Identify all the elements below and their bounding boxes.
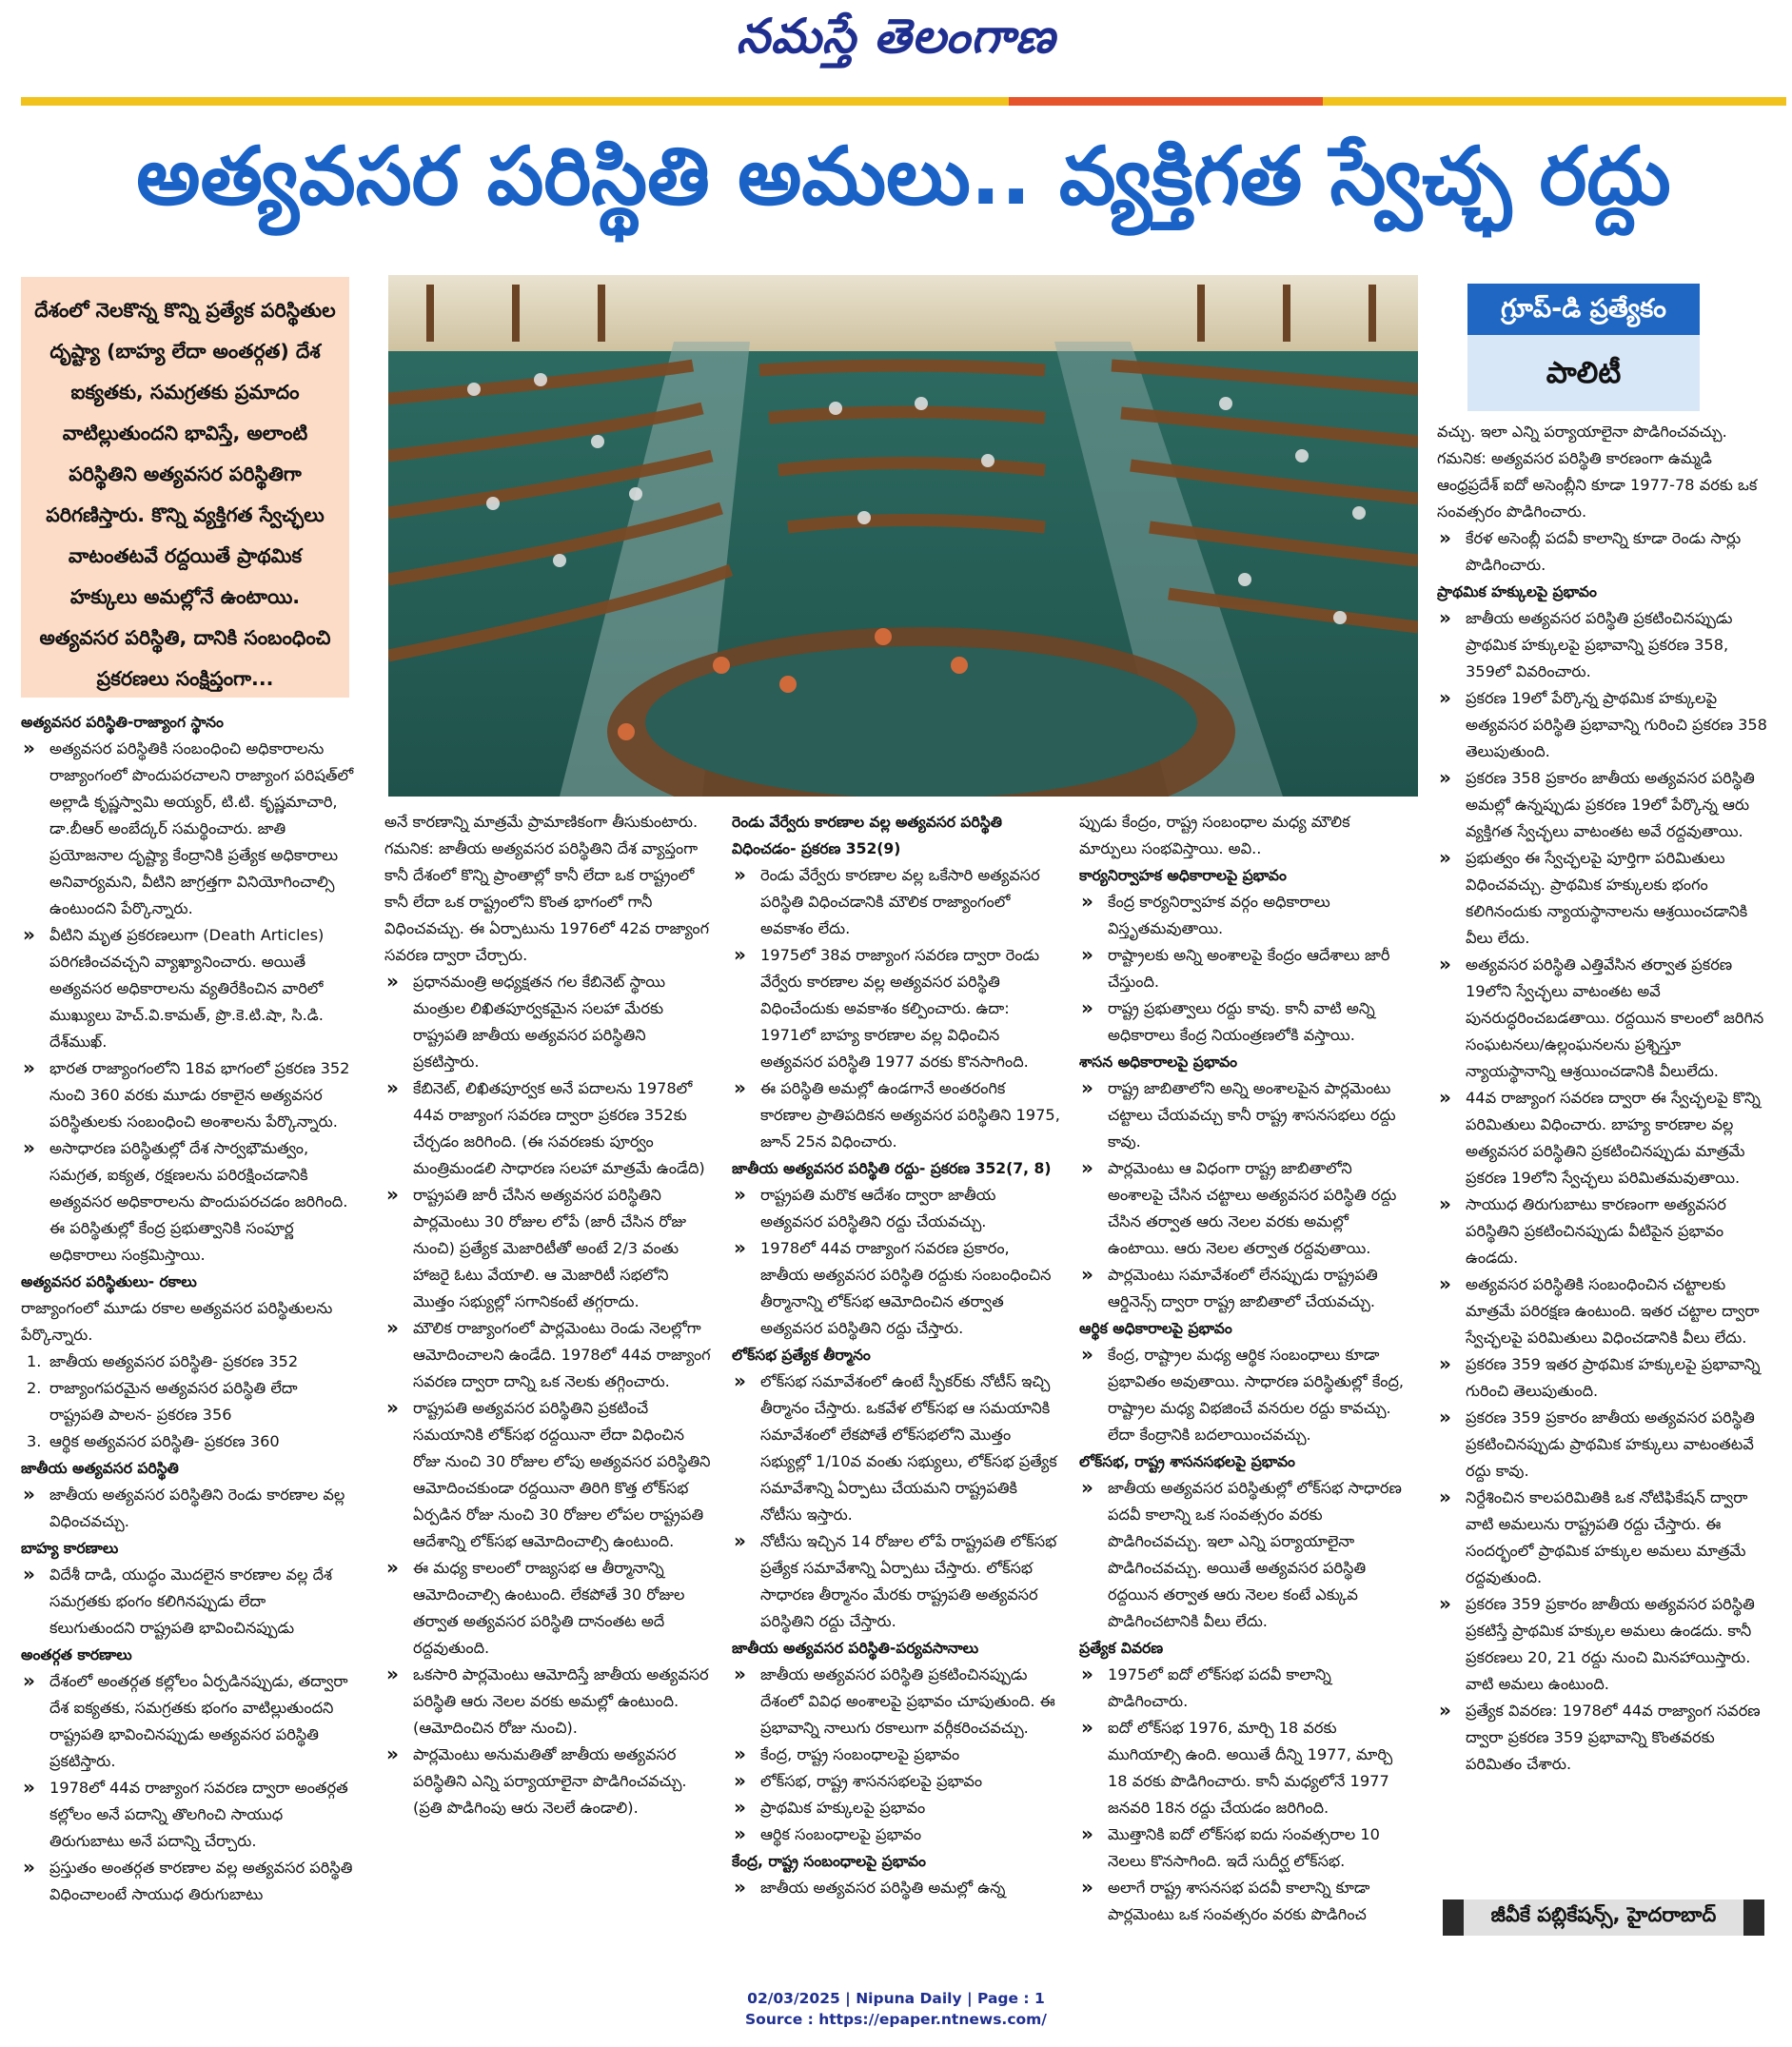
bullet-item: » రాష్ట్రపతి అత్యవసర పరిస్థితిని ప్రకటించే సమయానికి లోక్‌సభ రద్దయినా లేదా విధించిన రోజు నుంచి 30 రోజుల లోపు అత్యవసర పరిస్థితిని ఆమోదించకుండా రద్దయినా తిరిగి కొత్త లోక్‌సభ ఏర్పడిన రోజు నుంచి 30 రోజుల లోపల రాష్ట్రపతి ఆదేశాన్ని లోక్‌సభ ఆమోదించాల్సి ఉంటుంది. (384, 1395, 711, 1555)
paragraph: అనే కారణాన్ని మాత్రమే ప్రామాణికంగా తీసుకుంటారు. (384, 813, 699, 831)
bullet-item: » 1975లో ఐదో లోక్‌సభ పదవీ కాలాన్ని పొడిగించారు. (1079, 1662, 1409, 1715)
bullet-item: » రాష్ట్ర ప్రభుత్వాలు రద్దు కావు. కానీ వాటి అన్ని అధికారాలు కేంద్ర నియంత్రణలోకి వస్తాయి. (1079, 995, 1409, 1049)
bullet-item: » లోక్‌సభ సమావేశంలో ఉంటే స్పీకర్‌కు నోటీస్ ఇచ్చి తీర్మానం చేస్తారు. ఒకవేళ లోక్‌సభ ఆ సమయానికి సమావేశంలో లేకపోతే లోక్‌సభలోని మొత్తం సభ్యుల్లో 1/10వ వంతు సభ్యులు, లోక్‌సభ ప్రత్యేక సమావేశాన్ని ఏర్పాటు చేయమని రాష్ట్రపతికి నోటీసు ఇస్తారు. (732, 1368, 1060, 1528)
numbered-item-text: ఆర్థిక అత్యవసర పరిస్థితి- ప్రకరణ 360 (49, 1432, 280, 1450)
numbered-item-text: రాజ్యాంగపరమైన అత్యవసర పరిస్థితి లేదా రాష్ట్రపతి పాలన- ప్రకరణ 356 (49, 1379, 298, 1424)
bullet-item: » 1978లో 44వ రాజ్యాంగ సవరణ ప్రకారం, జాతీయ అత్యవసర పరిస్థితి రద్దుకు సంబంధించిన తీర్మానాన్ని లోక్‌సభ ఆమోదించిన తర్వాత అత్యవసర పరిస్థితిని రద్దు చేస్తారు. (732, 1235, 1060, 1342)
bullet-item: » నోటీసు ఇచ్చిన 14 రోజుల లోపే రాష్ట్రపతి లోక్‌సభ ప్రత్యేక సమావేశాన్ని ఏర్పాటు చేస్తారు. లోక్‌సభ సాధారణ తీర్మానం మేరకు రాష్ట్రపతి అత్యవసర పరిస్థితిని రద్దు చేస్తారు. (732, 1528, 1060, 1635)
bullet-item: » భారత రాజ్యాంగంలోని 18వ భాగంలో ప్రకరణ 352 నుంచి 360 వరకు మూడు రకాలైన అత్యవసర పరిస్థితులకు సంబంధించి అంశాలను పేర్కొన్నారు. (21, 1055, 354, 1135)
bullet-item: » రాష్ట్రాలకు అన్ని అంశాలపై కేంద్రం ఆదేశాలు జారీ చేస్తుంది. (1079, 942, 1409, 995)
article-column-5 (1437, 419, 1771, 1901)
bullet-item: » లోక్‌సభ, రాష్ట్ర శాసనసభలపై ప్రభావం (732, 1768, 1060, 1795)
bullet-item: » మౌలిక రాజ్యాంగంలో పార్లమెంటు రెండు నెలల్లోగా ఆమోదించాలని ఉండేది. 1978లో 44వ రాజ్యాంగ సవరణ ద్వారా దాన్ని ఒక నెలకు తగ్గించారు. (384, 1315, 711, 1395)
note-paragraph: గమనిక: అత్యవసర పరిస్థితి కారణంగా ఉమ్మడి ఆంధ్రప్రదేశ్ ఐదో అసెంబ్లీని కూడా 1977-78 వరకు ఒక సంవత్సరం పొడిగించారు. (1437, 449, 1758, 521)
numbered-item-text: జాతీయ అత్యవసర పరిస్థితి- ప్రకరణ 352 (49, 1352, 299, 1370)
masthead-rule (21, 97, 1786, 106)
article-column-4 (1079, 809, 1409, 1943)
article-column-3 (732, 809, 1060, 1943)
headline: అత్యవసర పరిస్థితి అమలు.. వ్యక్తిగత స్వేచ్ఛ రద్దు (136, 129, 1671, 223)
numbered-item: 3. ఆర్థిక అత్యవసర పరిస్థితి- ప్రకరణ 360 (27, 1432, 280, 1450)
credit-right-bar (1743, 1899, 1764, 1936)
bullet-item: » సాయుధ తిరుగుబాటు కారణంగా అత్యవసర పరిస్థితిని ప్రకటించినప్పుడు వీటిపైన ప్రభావం ఉండదు. (1437, 1191, 1771, 1271)
masthead-rule-accent (1009, 97, 1323, 106)
bullet-item: » ప్రకరణ 358 ప్రకారం జాతీయ అత్యవసర పరిస్థితి అమల్లో ఉన్నప్పుడు ప్రకరణ 19లో పేర్కొన్న ఆరు వ్యక్తిగత స్వేచ్ఛలు వాటంతట అవే రద్దవుతాయి. (1437, 765, 1771, 845)
bullet-item: » అసాధారణ పరిస్థితుల్లో దేశ సార్వభౌమత్వం, సమగ్రత, ఐక్యత, రక్షణలను పరిరక్షించడానికి అత్యవసర అధికారాలను పొందుపరచడం జరిగింది. ఈ పరిస్థితుల్లో కేంద్ర ప్రభుత్వానికి సంపూర్ణ అధికారాలు సంక్రమిస్తాయి. (21, 1135, 354, 1269)
bullet-item: » ఒకసారి పార్లమెంటు ఆమోదిస్తే జాతీయ అత్యవసర పరిస్థితి ఆరు నెలల వరకు అమల్లో ఉంటుంది. (ఆమోదించిన రోజు నుంచి). (384, 1662, 711, 1742)
note-paragraph: గమనిక: జాతీయ అత్యవసర పరిస్థితిని దేశ వ్యాప్తంగా కానీ దేశంలో కొన్ని ప్రాంతాల్లో కానీ లేదా ఒక రాష్ట్రంలో కానీ లేదా ఒక రాష్ట్రంలోని కొంత భాగంలో గానీ విధించవచ్చు. ఈ ఏర్పాటును 1976లో 42వ రాజ్యాంగ సవరణ ద్వారా చేర్చారు. (384, 839, 710, 964)
section-heading: జాతీయ అత్యవసర పరిస్థితి-పర్యవసానాలు (732, 1640, 979, 1657)
publisher-name: జీవీకే పబ్లికేషన్స్, హైదరాబాద్ (1490, 1903, 1717, 1926)
article-column-1 (21, 709, 354, 1943)
section-heading: అత్యవసర పరిస్థితులు- రకాలు (21, 1273, 197, 1290)
parliament-hall-image (388, 275, 1418, 797)
bullet-item: » ప్రకరణ 19లో పేర్కొన్న ప్రాథమిక హక్కులపై అత్యవసర పరిస్థితి ప్రభావాన్ని గురించి ప్రకరణ 358 తెలుపుతుంది. (1437, 685, 1771, 765)
section-heading: లోక్‌సభ, రాష్ట్ర శాసనసభలపై ప్రభావం (1079, 1453, 1295, 1470)
bullet-item: » ఈ పరిస్థితి అమల్లో ఉండగానే అంతరంగిక కారణాల ప్రాతిపదికన అత్యవసర పరిస్థితిని 1975, జూన్ 25న విధించారు. (732, 1075, 1060, 1155)
article-column-2 (384, 809, 711, 1943)
numbered-item: 1. జాతీయ అత్యవసర పరిస్థితి- ప్రకరణ 352 (27, 1352, 299, 1370)
bullet-item: » రాష్ట్రపతి మరొక ఆదేశం ద్వారా జాతీయ అత్యవసర పరిస్థితిని రద్దు చేయవచ్చు. (732, 1182, 1060, 1235)
bullet-item: » అత్యవసర పరిస్థితికి సంబంధించి అధికారాలను రాజ్యాంగంలో పొందుపరచాలని రాజ్యాంగ పరిషత్‌లో అల్లాడి కృష్ణస్వామి అయ్యర్, టి.టి. కృష్ణమాచారి, డా.బీఆర్ అంబేద్కర్ సమర్థించారు. జాతి ప్రయోజనాల దృష్ట్యా కేంద్రానికి ప్రత్యేక అధికారాలు అనివార్యమని, వీటిని జాగ్రత్తగా వినియోగించాల్సి ఉంటుందని పేర్కొన్నారు. (21, 736, 354, 922)
bullet-item: » జాతీయ అత్యవసర పరిస్థితి ప్రకటించినప్పుడు ప్రాథమిక హక్కులపై ప్రభావాన్ని ప్రకరణ 358, 359లో వివరించారు. (1437, 605, 1771, 685)
section-banner-group-d: గ్రూప్-డి ప్రత్యేకం (1467, 284, 1700, 335)
bullet-item: » విదేశీ దాడి, యుద్ధం మొదలైన కారణాల వల్ల దేశ సమగ్రతకు భంగం కలిగినప్పుడు లేదా కలుగుతుందని రాష్ట్రపతి భావించినప్పుడు (21, 1562, 354, 1642)
bullet-item: » ప్రకరణ 359 ప్రకారం జాతీయ అత్యవసర పరిస్థితి ప్రకటించినప్పుడు ప్రాథమిక హక్కులు వాటంతటవే రద్దు కావు. (1437, 1405, 1771, 1485)
bullet-item: » ప్రస్తుతం అంతర్గత కారణాల వల్ల అత్యవసర పరిస్థితి విధించాలంటే సాయుధ తిరుగుబాటు (21, 1855, 354, 1908)
bullet-item: » వీటిని మృత ప్రకరణలుగా (Death Articles) పరిగణించవచ్చని వ్యాఖ్యానించారు. అయితే అత్యవసర అధికారాలను వ్యతిరేకించిన వారిలో ముఖ్యులు హెచ్.వి.కామత్, ప్రొ.కె.టి.షా, సి.డి. దేశ్‌ముఖ్. (21, 922, 354, 1055)
page-info: 02/03/2025 | Nipuna Daily | Page : 1 (747, 1990, 1045, 2007)
bullet-item: » ప్రకరణ 359 ప్రకారం జాతీయ అత్యవసర పరిస్థితి ప్రకటిస్తే ప్రాథమిక హక్కుల అమలు ఉండదు. కానీ ప్రకరణలు 20, 21 రద్దు నుంచి మినహాయిస్తారు. వాటి అమలు ఉంటుంది. (1437, 1591, 1771, 1698)
bullet-item: » రెండు వేర్వేరు కారణాల వల్ల ఒకేసారి అత్యవసర పరిస్థితి విధించడానికి మౌలిక రాజ్యాంగంలో అవకాశం లేదు. (732, 862, 1060, 942)
bullet-item: » ఐదో లోక్‌సభ 1976, మార్చి 18 వరకు ముగియాల్సి ఉంది. అయితే దీన్ని 1977, మార్చి 18 వరకు పొడిగించారు. కానీ మధ్యలోనే 1977 జనవరి 18న రద్దు చేయడం జరిగింది. (1079, 1715, 1409, 1821)
source-link[interactable]: Source : https://epaper.ntnews.com/ (745, 2011, 1047, 2028)
section-heading: అంతర్గత కారణాలు (21, 1646, 132, 1663)
bullet-item: » కేంద్ర, రాష్ట్ర సంబంధాలపై ప్రభావం (732, 1742, 1060, 1768)
section-heading: బాహ్య కారణాలు (21, 1540, 119, 1557)
subject-banner-polity: పాలిటీ (1467, 335, 1700, 411)
bullet-item: » జాతీయ అత్యవసర పరిస్థితి అమల్లో ఉన్న (732, 1875, 1060, 1901)
bullet-item: » పార్లమెంటు సమావేశంలో లేనప్పుడు రాష్ట్రపతి ఆర్డినెన్స్ ద్వారా రాష్ట్ర జాబితాలో చేయవచ్చు. (1079, 1262, 1409, 1315)
paragraph: ప్పుడు కేంద్రం, రాష్ట్ర సంబంధాల మధ్య మౌలిక మార్పులు సంభవిస్తాయి. అవి.. (1079, 813, 1350, 857)
bullet-item: » కేరళ అసెంబ్లీ పదవీ కాలాన్ని కూడా రెండు సార్లు పొడిగించారు. (1437, 525, 1771, 579)
section-heading: కేంద్ర, రాష్ట్ర సంబంధాలపై ప్రభావం (732, 1853, 926, 1870)
publisher-credit (1443, 1899, 1764, 1936)
bullet-item: » దేశంలో అంతర్గత కల్లోలం ఏర్పడినప్పుడు, తద్వారా దేశ ఐక్యతకు, సమగ్రతకు భంగం వాటిల్లుతుందని రాష్ట్రపతి భావించినప్పుడు అత్యవసర పరిస్థితి ప్రకటిస్తారు. (21, 1668, 354, 1775)
bullet-item: » ప్రాథమిక హక్కులపై ప్రభావం (732, 1795, 1060, 1821)
section-heading: ప్రత్యేక వివరణ (1079, 1640, 1164, 1657)
bullet-item: » పార్లమెంటు అనుమతితో జాతీయ అత్యవసర పరిస్థితిని ఎన్ని పర్యాయాలైనా పొడిగించవచ్చు. (ప్రతి పొడిగింపు ఆరు నెలలే ఉండాలి). (384, 1742, 711, 1821)
bullet-item: » 44వ రాజ్యాంగ సవరణ ద్వారా ఈ స్వేచ్ఛలపై కొన్ని పరిమితులు విధించారు. బాహ్య కారణాల వల్ల అత్యవసర పరిస్థితిని ప్రకటించినప్పుడు మాత్రమే ప్రకరణ 19లోని స్వేచ్ఛలు పరిమితమవుతాయి. (1437, 1085, 1771, 1191)
bullet-item: » ప్రభుత్వం ఈ స్వేచ్ఛలపై పూర్తిగా పరిమితులు విధించవచ్చు. ప్రాథమిక హక్కులకు భంగం కలిగినందుకు న్యాయస్థానాలను ఆశ్రయించడానికి వీలు లేదు. (1437, 845, 1771, 952)
section-heading: లోక్‌సభ ప్రత్యేక తీర్మానం (732, 1347, 871, 1364)
bullet-item: » నిర్దేశించిన కాలపరిమితికి ఒక నోటిఫికేషన్ ద్వారా వాటి అమలును రాష్ట్రపతి రద్దు చేస్తారు. ఈ సందర్భంలో ప్రాథమిక హక్కుల అమలు మాత్రమే రద్దవుతుంది. (1437, 1485, 1771, 1591)
bullet-item: » పార్లమెంటు ఆ విధంగా రాష్ట్ర జాబితాలోని అంశాలపై చేసిన చట్టాలు అత్యవసర పరిస్థితి రద్దు చేసిన తర్వాత ఆరు నెలల వరకు అమల్లో ఉంటాయి. ఆరు నెలల తర్వాత రద్దవుతాయి. (1079, 1155, 1409, 1262)
bullet-item: » ప్రకరణ 359 ఇతర ప్రాథమిక హక్కులపై ప్రభావాన్ని గురించి తెలుపుతుంది. (1437, 1351, 1771, 1405)
bullet-item: » 1975లో 38వ రాజ్యాంగ సవరణ ద్వారా రెండు వేర్వేరు కారణాల వల్ల అత్యవసర పరిస్థితి విధించేందుకు అవకాశం కల్పించారు. ఉదా: 1971లో బాహ్య కారణాల వల్ల విధించిన అత్యవసర పరిస్థితి 1977 వరకు కొనసాగింది. (732, 942, 1060, 1075)
bullet-item: » అలాగే రాష్ట్ర శాసనసభ పదవీ కాలాన్ని కూడా పార్లమెంటు ఒక సంవత్సరం వరకు పొడిగించ (1079, 1875, 1409, 1928)
section-heading: శాసన అధికారాలపై ప్రభావం (1079, 1053, 1238, 1071)
bullet-item: » ప్రత్యేక వివరణ: 1978లో 44వ రాజ్యాంగ సవరణ ద్వారా ప్రకరణ 359 ప్రభావాన్ని కొంతవరకు పరిమితం చేశారు. (1437, 1698, 1771, 1778)
numbered-item: 2. రాజ్యాంగపరమైన అత్యవసర పరిస్థితి లేదా రాష్ట్రపతి పాలన- ప్రకరణ 356 (27, 1379, 298, 1424)
intro-text: దేశంలో నెలకొన్న కొన్ని ప్రత్యేక పరిస్థితుల దృష్ట్యా (బాహ్య లేదా అంతర్గత) దేశ ఐక్యతకు, సమగ్రతకు ప్రమాదం వాటిల్లుతుందని భావిస్తే, అలాంటి పరిస్థితిని అత్యవసర పరిస్థితిగా పరిగణిస్తారు. కొన్ని వ్యక్తిగత స్వేచ్ఛలు వాటంతటవే రద్దయితే ప్రాథమిక హక్కులు అమల్లోనే ఉంటాయి. అత్యవసర పరిస్థితి, దానికి సంబంధించి ప్రకరణలు సంక్షిప్తంగా... (34, 299, 336, 690)
bullet-item: » ప్రధానమంత్రి అధ్యక్షతన గల కేబినెట్ స్థాయి మంత్రుల లిఖితపూర్వకమైన సలహా మేరకు రాష్ట్రపతి జాతీయ అత్యవసర పరిస్థితిని ప్రకటిస్తారు. (384, 969, 711, 1075)
bullet-item: » అత్యవసర పరిస్థితి ఎత్తివేసిన తర్వాత ప్రకరణ 19లోని స్వేచ్ఛలు వాటంతట అవే పునరుద్ధరించబడతాయి. రద్దయిన కాలంలో జరిగిన సంఘటనలు/ఉల్లంఘనలను ప్రశ్నిస్తూ న్యాయస్థానాన్ని ఆశ్రయించడానికి వీలులేదు. (1437, 952, 1771, 1085)
credit-left-bar (1443, 1899, 1464, 1936)
bullet-item: » జాతీయ అత్యవసర పరిస్థితి ప్రకటించినప్పుడు దేశంలో వివిధ అంశాలపై ప్రభావం చూపుతుంది. ఈ ప్రభావాన్ని నాలుగు రకాలుగా వర్గీకరించవచ్చు. (732, 1662, 1060, 1742)
section-heading: ప్రాథమిక హక్కులపై ప్రభావం (1437, 583, 1597, 600)
intro-box (21, 277, 349, 698)
section-heading: రెండు వేర్వేరు కారణాల వల్ల అత్యవసర పరిస్థితి విధించడం- ప్రకరణ 352(9) (732, 814, 1002, 857)
bullet-item: » కేంద్ర కార్యనిర్వాహక వర్గం అధికారాలు విస్తృతమవుతాయి. (1079, 889, 1409, 942)
bullet-item: » రాష్ట్ర జాబితాలోని అన్ని అంశాలపైన పార్లమెంటు చట్టాలు చేయవచ్చు కానీ రాష్ట్ర శాసనసభలు రద్దు కావు. (1079, 1075, 1409, 1155)
paragraph: రాజ్యాంగంలో మూడు రకాల అత్యవసర పరిస్థితులను పేర్కొన్నారు. (21, 1299, 333, 1344)
bullet-item: » జాతీయ అత్యవసర పరిస్థితిని రెండు కారణాల వల్ల విధించవచ్చు. (21, 1482, 354, 1535)
paragraph: వచ్చు. ఇలా ఎన్ని పర్యాయాలైనా పొడిగించవచ్చు. (1437, 423, 1727, 441)
bullet-item: » రాష్ట్రపతి జారీ చేసిన అత్యవసర పరిస్థితిని పార్లమెంటు 30 రోజుల లోపే (జారీ చేసిన రోజు నుంచి) ప్రత్యేక మెజారిటీతో అంటే 2/3 వంతు హాజరై ఓటు వేయాలి. ఆ మెజారిటీ సభలోని మొత్తం సభ్యుల్లో సగానికంటే తగ్గరాదు. (384, 1182, 711, 1315)
bullet-item: » 1978లో 44వ రాజ్యాంగ సవరణ ద్వారా అంతర్గత కల్లోలం అనే పదాన్ని తొలగించి సాయుధ తిరుగుబాటు అనే పదాన్ని చేర్చారు. (21, 1775, 354, 1855)
bullet-item: » జాతీయ అత్యవసర పరిస్థితుల్లో లోక్‌సభ సాధారణ పదవీ కాలాన్ని ఒక సంవత్సరం వరకు పొడిగించవచ్చు. ఇలా ఎన్ని పర్యాయాలైనా పొడిగించవచ్చు. అయితే అత్యవసర పరిస్థితి రద్దయిన తర్వాత ఆరు నెలల కంటే ఎక్కువ పొడిగించటానికి వీలు లేదు. (1079, 1475, 1409, 1635)
bullet-item: » కేంద్ర, రాష్ట్రాల మధ్య ఆర్థిక సంబంధాలు కూడా ప్రభావితం అవుతాయి. సాధారణ పరిస్థితుల్లో కేంద్ర, రాష్ట్రాల మధ్య విభజించే వనరుల రద్దు కావచ్చు. లేదా కేంద్రానికి బదలాయించవచ్చు. (1079, 1342, 1409, 1448)
bullet-item: » మొత్తానికి ఐదో లోక్‌సభ ఐదు సంవత్సరాల 10 నెలలు కొనసాగింది. ఇదే సుదీర్ఘ లోక్‌సభ. (1079, 1821, 1409, 1875)
bullet-item: » ఆర్థిక సంబంధాలపై ప్రభావం (732, 1821, 1060, 1848)
section-heading: ఆర్థిక అధికారాలపై ప్రభావం (1079, 1320, 1232, 1337)
section-heading: కార్యనిర్వాహక అధికారాలపై ప్రభావం (1079, 867, 1287, 884)
bullet-item: » అత్యవసర పరిస్థితికి సంబంధించిన చట్టాలకు మాత్రమే పరిరక్షణ ఉంటుంది. ఇతర చట్టాల ద్వారా స్వేచ్ఛలపై పరిమితులు విధించడానికి వీలు లేదు. (1437, 1271, 1771, 1351)
section-heading: జాతీయ అత్యవసర పరిస్థితి రద్దు- ప్రకరణ 352(7, 8) (732, 1160, 1052, 1177)
bullet-item: » ఈ మధ్య కాలంలో రాజ్యసభ ఆ తీర్మానాన్ని ఆమోదించాల్సి ఉంటుంది. లేకపోతే 30 రోజుల తర్వాత అత్యవసర పరిస్థితి దానంతట అదే రద్దవుతుంది. (384, 1555, 711, 1662)
parliament-photo (388, 275, 1418, 797)
section-heading: అత్యవసర పరిస్థితి-రాజ్యాంగ స్థానం (21, 714, 224, 731)
section-heading: జాతీయ అత్యవసర పరిస్థితి (21, 1460, 179, 1477)
bullet-item: » కేబినెట్, లిఖితపూర్వక అనే పదాలను 1978లో 44వ రాజ్యాంగ సవరణ ద్వారా ప్రకరణ 352కు చేర్చడం జరిగింది. (ఈ సవరణకు పూర్వం మంత్రిమండలి సాధారణ సలహా మాత్రమే ఉండేది) (384, 1075, 711, 1182)
masthead-logo: నమస్తే తెలంగాణ (736, 8, 1056, 64)
